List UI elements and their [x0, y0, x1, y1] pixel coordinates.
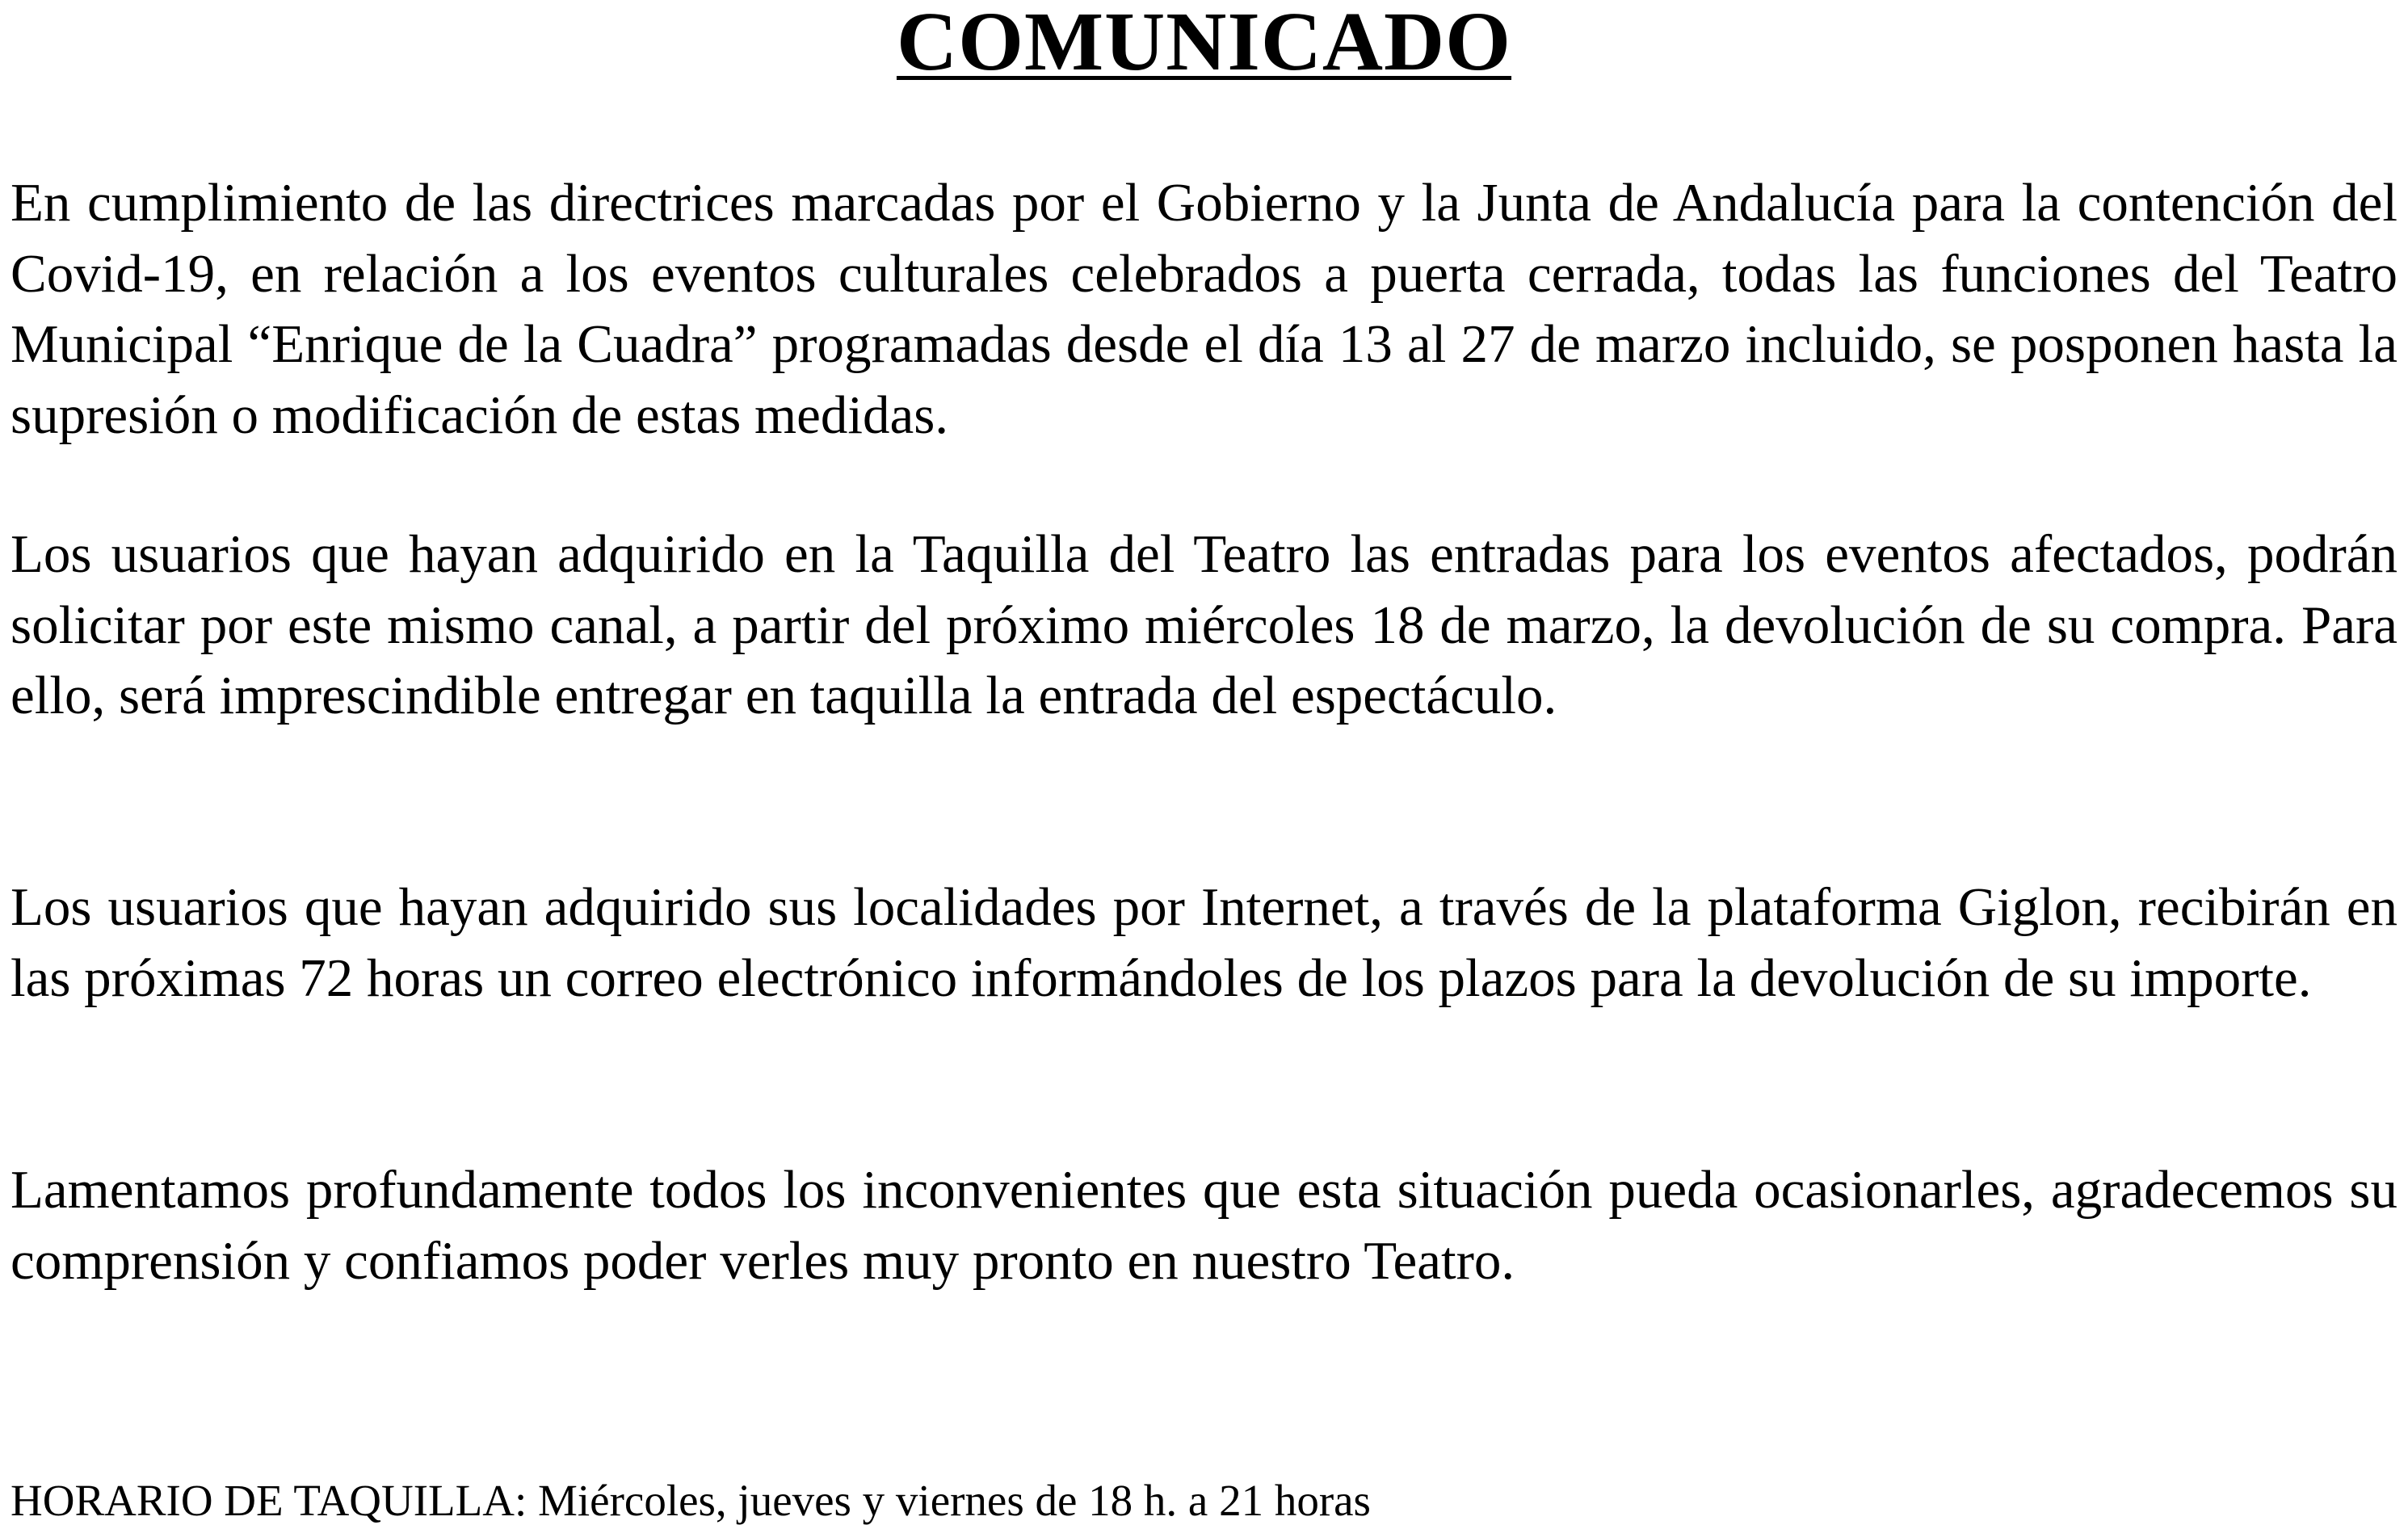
- box-office-hours: HORARIO DE TAQUILLA: Miércoles, jueves y viernes de 18 h. a 21 horas: [11, 1476, 1371, 1525]
- paragraph-postponement: En cumplimiento de las directrices marcadas por el Gobierno y la Junta de Andalucía para la contención del Covid-19, en relación a los eventos culturales celebrados a puerta cerrada, todas las funciones del Teatro Municipal “Enrique de la Cuadra” programadas desde el día 13 al 27 de marzo incluido, se posponen hasta la supresión o modificación de estas medidas.: [11, 173, 2397, 445]
- paragraph-box-office-refund: Los usuarios que hayan adquirido en la Taquilla del Teatro las entradas para los eventos afectados, podrán solicitar por este mismo canal, a partir del próximo miércoles 18 de marzo, la devolución de su compra. Para ello, será imprescindible entregar en taquilla la entrada del espectáculo.: [11, 524, 2397, 725]
- document-page: [11, 0, 2397, 1524]
- paragraph-apology: Lamentamos profundamente todos los inconvenientes que esta situación pueda ocasionarles, agradecemos su comprensión y confiamos poder verles muy pronto en nuestro Teatro.: [11, 1160, 2397, 1291]
- paragraph-online-refund: Los usuarios que hayan adquirido sus localidades por Internet, a través de la plataforma Giglon, recibirán en las próximas 72 horas un correo electrónico informándoles de los plazos para la devolución de su importe.: [11, 877, 2397, 1008]
- document-title: COMUNICADO: [896, 0, 1512, 88]
